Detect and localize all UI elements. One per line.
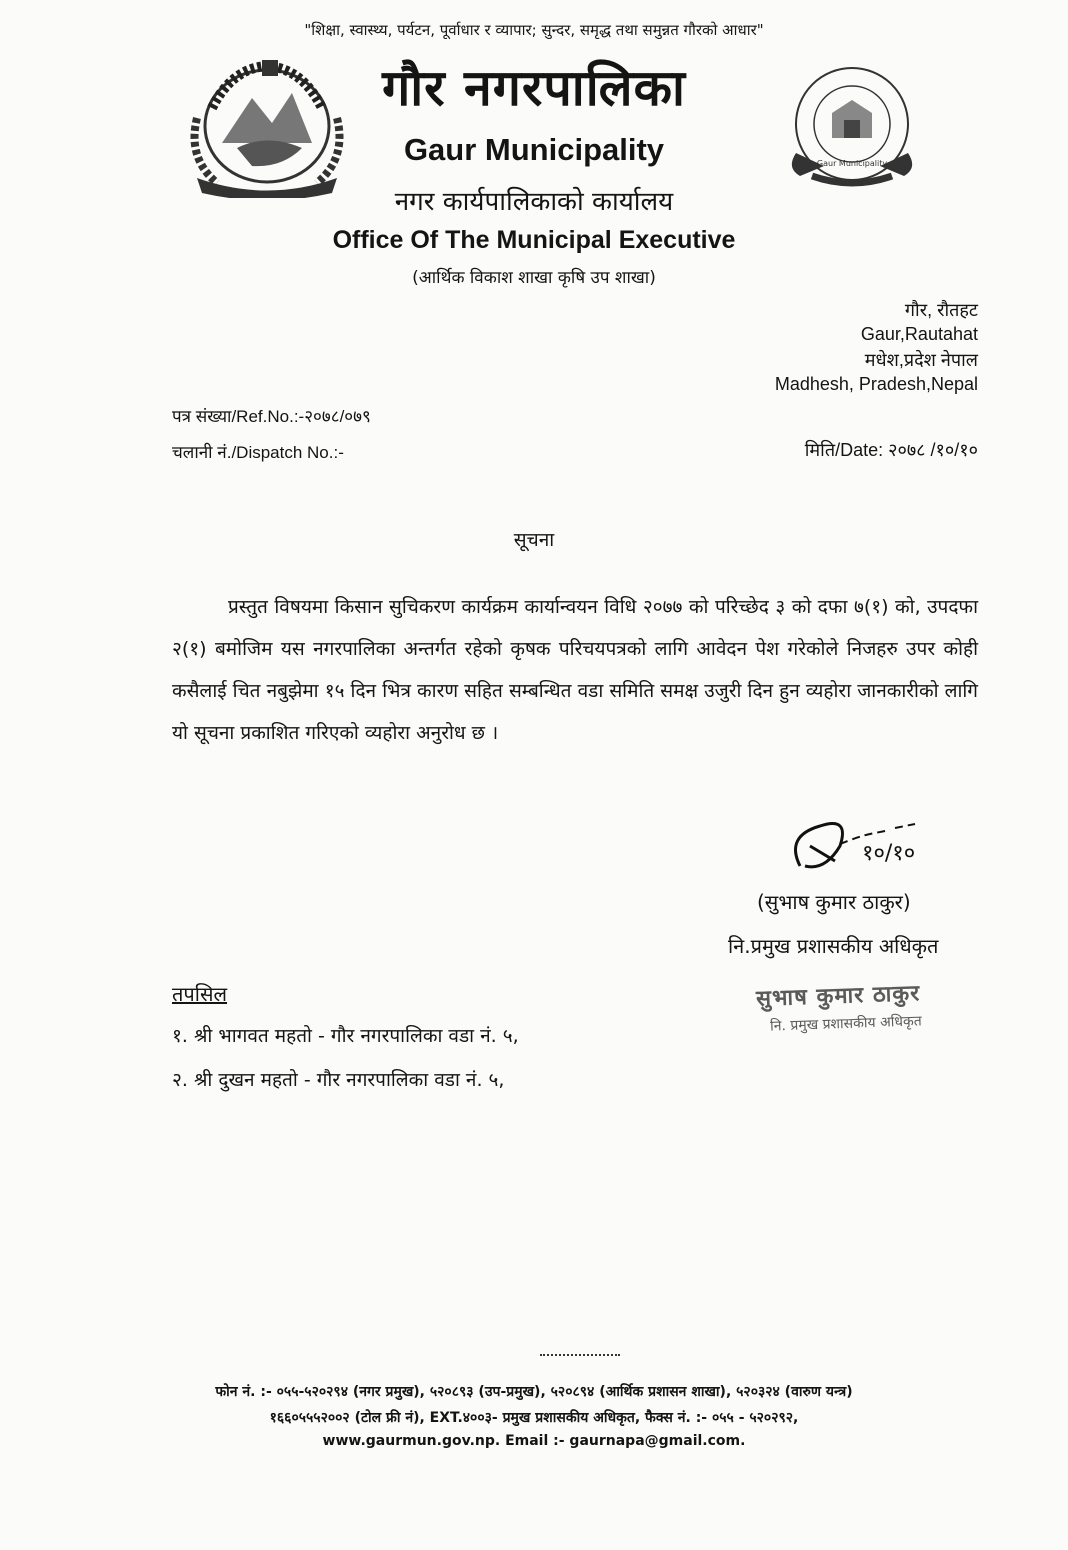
signatory-name: (सुभाष कुमार ठाकुर) bbox=[757, 890, 911, 914]
municipality-title-nepali: गौर नगरपालिका bbox=[382, 59, 686, 117]
footer-phone-line: फोन नं. :- ०५५-५२०२९४ (नगर प्रमुख), ५२०८९३ (उप-प्रमुख), ५२०८९४ (आर्थिक प्रशासन शाखा), ५२०३२४ (वारुण यन्त्र) bbox=[215, 1384, 853, 1400]
stamp-name: सुभाष कुमार ठाकुर bbox=[755, 981, 921, 1012]
footer-divider bbox=[540, 1354, 620, 1356]
footer-extension-line: १६६०५५५२००२ (टोल फ्री नं), EXT.४००३- प्रमुख प्रशासकीय अधिकृत, फैक्स नं. :- ०५५ - ५२०२९२, bbox=[269, 1410, 799, 1426]
list-item: २. श्री दुखन महतो - गौर नगरपालिका वडा नं. ५, bbox=[172, 1069, 505, 1091]
signatory-title: नि.प्रमुख प्रशासकीय अधिकृत bbox=[728, 934, 939, 958]
office-title-english: Office Of The Municipal Executive bbox=[332, 226, 736, 254]
footer-web-email: www.gaurmun.gov.np. Email :- gaurnapa@gmail.com. bbox=[322, 1433, 746, 1449]
handwritten-signature bbox=[780, 806, 970, 886]
address-line-4: Madhesh, Pradesh,Nepal bbox=[774, 374, 978, 394]
letter-date: मिति/Date: २०७८ /१०/१० bbox=[804, 440, 978, 460]
notice-title: सूचना bbox=[513, 529, 555, 551]
list-heading: तपसिल bbox=[172, 982, 228, 1006]
list-item: १. श्री भागवत महतो - गौर नगरपालिका वडा नं. ५, bbox=[172, 1025, 519, 1047]
svg-text:१०/१०: १०/१० bbox=[862, 841, 916, 866]
address-line-1: गौर, रौतहट bbox=[904, 300, 978, 320]
reference-number: पत्र संख्या/Ref.No.:-२०७८/०७९ bbox=[172, 407, 371, 426]
municipality-title-english: Gaur Municipality bbox=[403, 132, 665, 167]
branch-name: (आर्थिक विकाश शाखा कृषि उप शाखा) bbox=[412, 268, 656, 288]
stamp-title: नि. प्रमुख प्रशासकीय अधिकृत bbox=[769, 1013, 922, 1035]
address-line-2: Gaur,Rautahat bbox=[860, 324, 978, 344]
dispatch-number: चलानी नं./Dispatch No.:- bbox=[172, 443, 344, 462]
address-line-3: मधेश,प्रदेश नेपाल bbox=[864, 350, 978, 370]
motto: "शिक्षा, स्वास्थ्य, पर्यटन, पूर्वाधार र व्यापार; सुन्दर, समृद्ध तथा समुन्नत गौरको आधार" bbox=[304, 21, 764, 39]
svg-text:Gaur Municipality: Gaur Municipality bbox=[816, 159, 888, 168]
office-title-nepali: नगर कार्यपालिकाको कार्यालय bbox=[394, 187, 674, 217]
notice-body: प्रस्तुत विषयमा किसान सुचिकरण कार्यक्रम कार्यान्वयन विधि २०७७ को परिच्छेद ३ को दफा ७(१) को, उपदफा २(१) बमोजिम यस नगरपालिका अन्तर्गत रहेको कृषक परिचयपत्रको लागि आवेदन पेश गरेकोले निजहरु उपर कोही कसैलाई चित नबुझेमा १५ दिन भित्र कारण सहित सम्बन्धित वडा समिति समक्ष उजुरी दिन हुन व्यहोरा जानकारीको लागि यो सूचना प्रकाशित गरिएको व्यहोरा अनुरोध छ । bbox=[172, 596, 978, 744]
